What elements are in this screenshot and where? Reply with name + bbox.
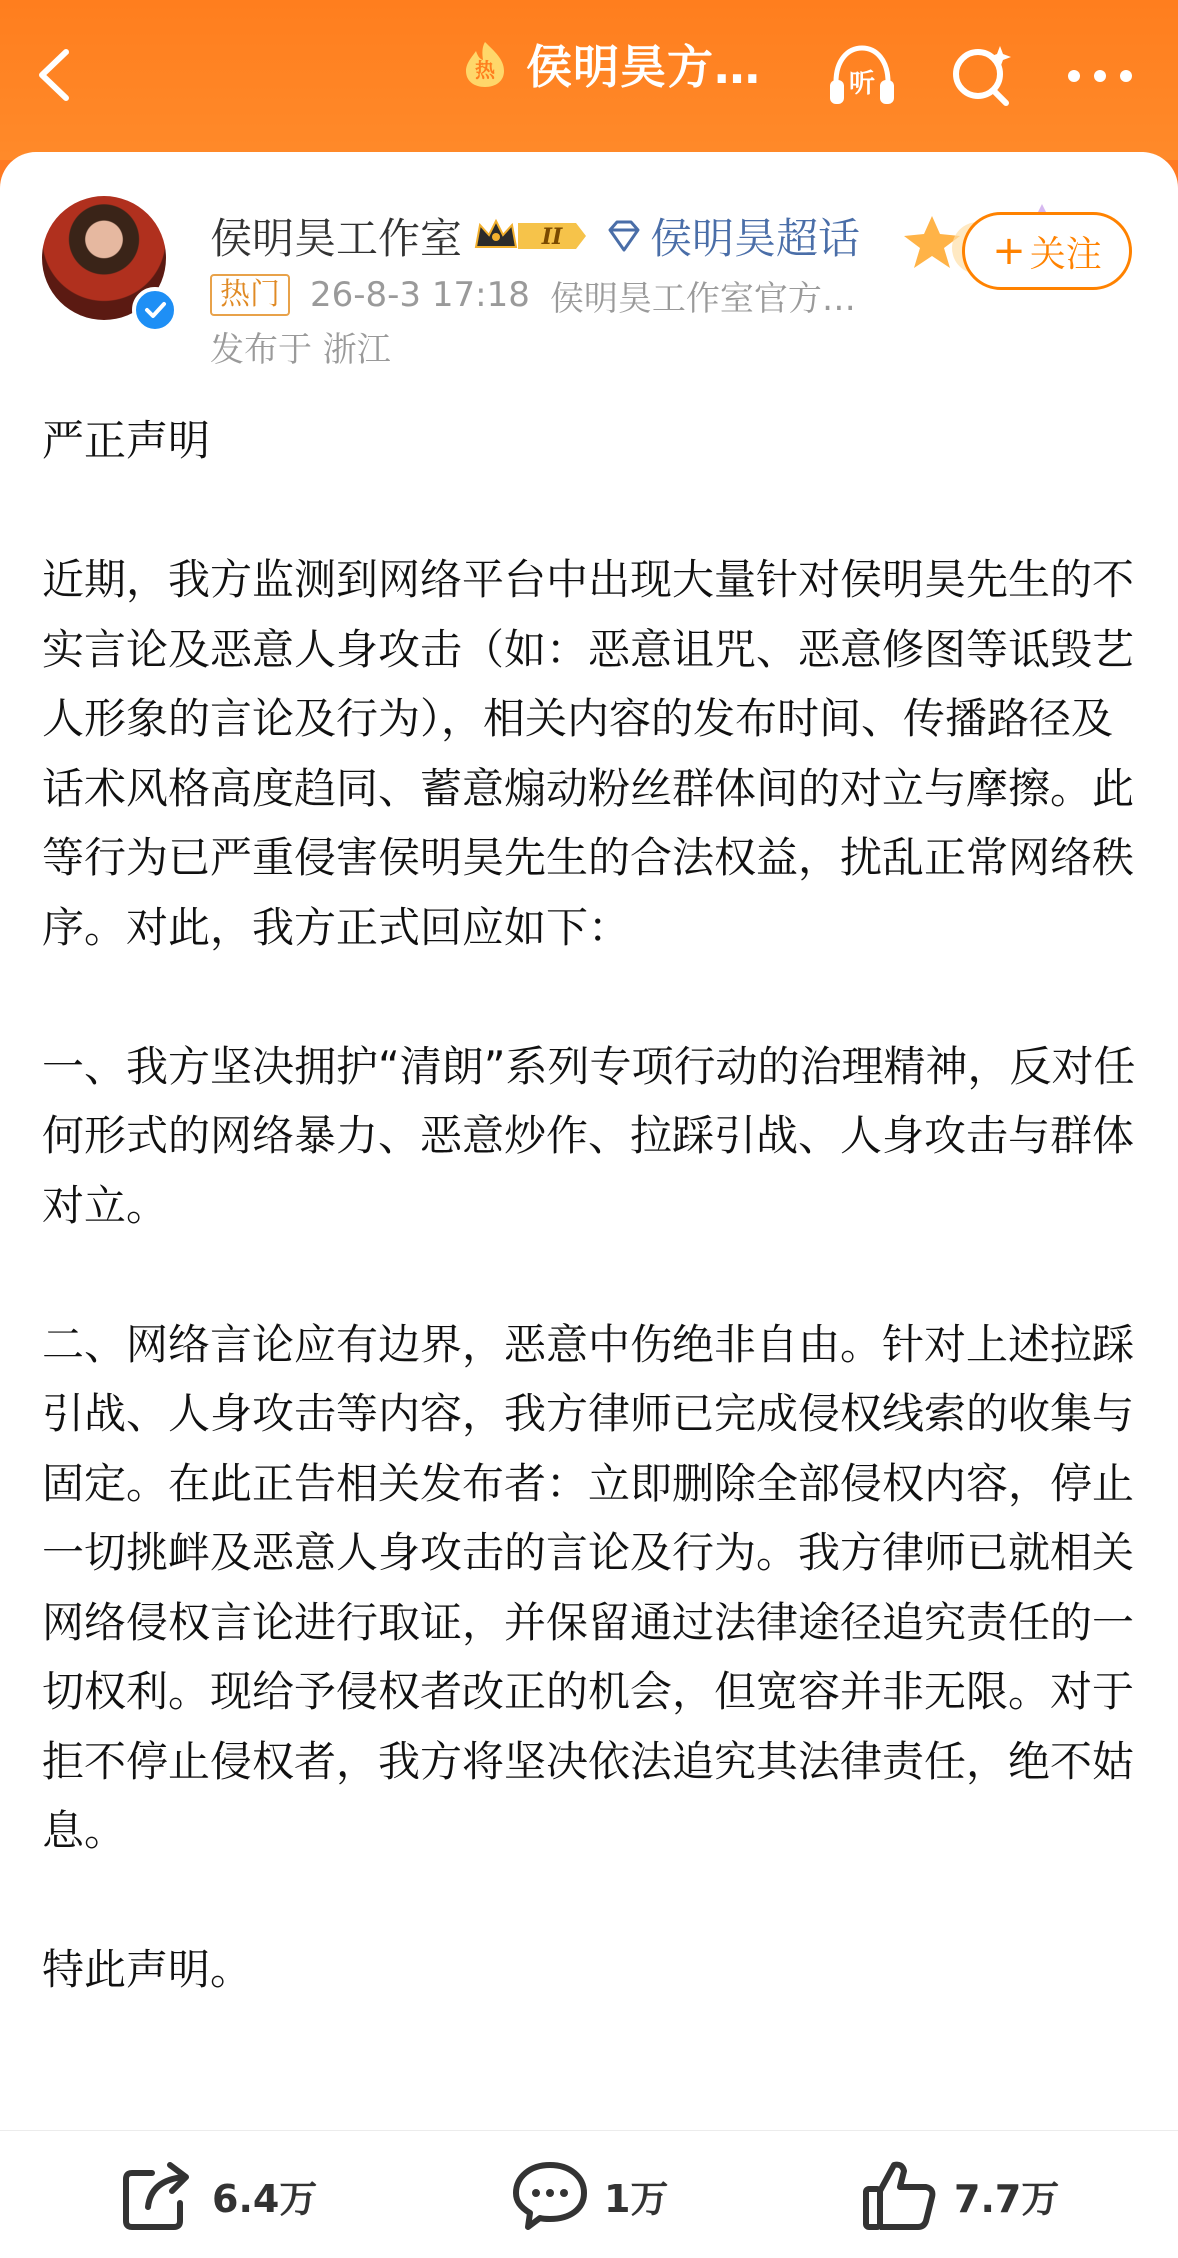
statement-paragraph: 近期，我方监测到网络平台中出现大量针对侯明昊先生的不实言论及恶意人身攻击（如：恶意诅咒、恶意修图等诋毁艺人形象的言论及行为），相关内容的发布时间、传播路径及话术风格高度趋同、蓄意煽动粉丝群体间的对立与摩擦。此等行为已严重侵害侯明昊先生的合法权益，扰乱正常网络秩序。对此，我方正式回应如下： [42,555,1135,952]
comment-button[interactable] [510,2155,668,2235]
author-name[interactable]: 侯明昊工作室 [210,214,463,263]
follow-label: 关注 [1029,233,1102,275]
post-text [42,406,1142,2005]
post-meta [210,270,856,320]
statement-paragraph: 一、我方坚决拥护“清朗”系列专项行动的治理精神，反对任何形式的网络暴力、恶意炒作、拉踩引战、人身攻击与群体对立。 [42,1041,1136,1230]
title-area[interactable] [460,24,761,104]
top-nav-bar [0,0,1178,160]
like-count: 7.7万 [954,2176,1060,2221]
repost-count: 6.4万 [212,2176,318,2221]
supertopic-diamond-icon [604,216,644,256]
page-title: 侯明昊方… [526,40,761,94]
post-timestamp: 26-8-3 17:18 [310,275,530,315]
listen-headphones-icon[interactable] [822,36,902,116]
more-dots-icon[interactable] [1060,36,1140,116]
member-level: II [541,224,563,250]
hot-flame-icon [460,39,510,89]
post-card [0,152,1178,2130]
post-location: 发布于 浙江 [210,330,391,370]
search-icon[interactable] [942,36,1022,116]
repost-button[interactable] [118,2155,317,2235]
like-button[interactable] [860,2155,1059,2235]
supertopic-link[interactable]: 侯明昊超话 [650,214,861,263]
plus-icon: + [992,228,1026,274]
statement-paragraph: 二、网络言论应有边界，恶意中伤绝非自由。针对上述拉踩引战、人身攻击等内容，我方律师已完成侵权线索的收集与固定。在此正告相关发布者：立即删除全部侵权内容，停止一切挑衅及恶意人身攻击的言论及行为。我方律师已就相关网络侵权言论进行取证，并保留通过法律途径追究责任的一切权利。现给予侵权者改正的机会，但宽容并非无限。对于拒不停止侵权者，我方将坚决依法追究其法律责任，绝不姑息。 [42,1319,1135,1855]
listen-label: 听 [848,69,876,99]
member-crown-badge-icon[interactable] [472,213,590,259]
statement-heading: 严正声明 [42,416,211,465]
hot-badge-text: 热 [475,58,495,82]
comment-count: 1万 [604,2176,669,2221]
back-arrow-icon[interactable] [28,40,80,110]
statement-closing: 特此声明。 [42,1945,253,1994]
follow-button[interactable] [962,212,1132,290]
comment-bubble-icon [510,2155,590,2235]
hot-tag-badge: 热门 [210,274,290,316]
author-line [210,204,860,268]
bottom-action-bar [0,2130,1178,2258]
thumbs-up-icon [860,2155,940,2235]
verified-badge-icon [132,287,178,333]
post-source: 侯明昊工作室官方… [549,278,856,319]
repost-share-icon [118,2155,198,2235]
